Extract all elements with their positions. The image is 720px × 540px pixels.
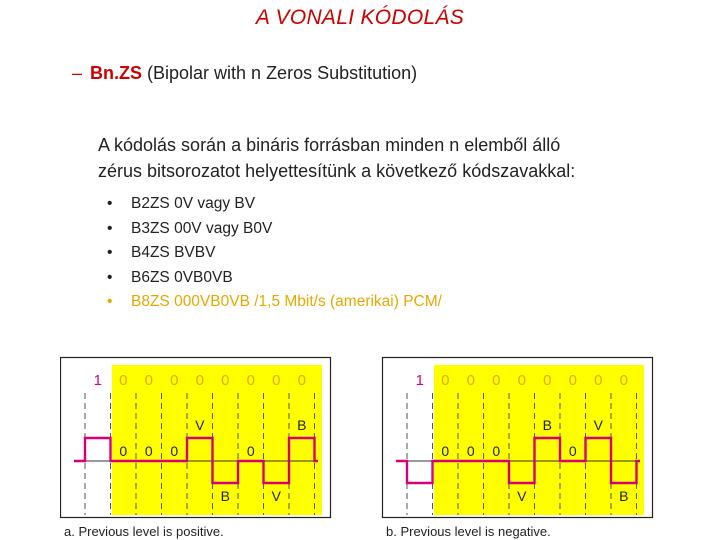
pulse-label-top: V bbox=[195, 417, 205, 433]
bullet-icon: • bbox=[107, 244, 113, 261]
bit-label: 0 bbox=[517, 372, 526, 389]
list-item bbox=[107, 217, 442, 242]
pulse-label-bottom: V bbox=[271, 488, 281, 504]
subtitle-rest: (Bipolar with n Zeros Substitution) bbox=[142, 63, 418, 83]
pulse-label-top: B bbox=[542, 417, 552, 433]
bit-label: 0 bbox=[543, 372, 552, 389]
bit-label: 0 bbox=[441, 372, 450, 389]
zero-level-label: 0 bbox=[466, 443, 475, 459]
b8zs-figure bbox=[60, 355, 660, 540]
list-item-text: B4ZS BVBV bbox=[131, 244, 216, 261]
bullet-icon: • bbox=[107, 219, 113, 237]
description-paragraph bbox=[98, 132, 698, 184]
subtitle-term: Bn.ZS bbox=[90, 63, 143, 83]
diagram-caption: b. Previous level is negative. bbox=[386, 524, 551, 539]
bullet-icon: • bbox=[107, 293, 113, 310]
list-item-text: B6ZS 0VB0VB bbox=[131, 268, 233, 286]
zero-level-label: 0 bbox=[170, 443, 179, 459]
zero-level-label: 0 bbox=[568, 443, 577, 459]
subtitle-dash: – bbox=[72, 63, 83, 83]
pulse-label-bottom: B bbox=[619, 488, 629, 504]
highlight-band bbox=[112, 365, 322, 515]
list-item bbox=[107, 241, 442, 266]
paragraph-line-2: zérus bitsorozatot helyettesítünk a következő kódszavakkal: bbox=[98, 161, 576, 181]
zero-level-label: 0 bbox=[144, 443, 153, 459]
bit-label: 0 bbox=[144, 372, 153, 389]
bullet-icon: • bbox=[107, 268, 113, 286]
diagram-caption: a. Previous level is positive. bbox=[64, 524, 224, 539]
b8zs-waveform-figure bbox=[60, 355, 660, 540]
bit-label: 1 bbox=[415, 372, 424, 389]
list-item bbox=[107, 266, 442, 291]
bit-label: 0 bbox=[594, 372, 603, 389]
subtitle-line bbox=[72, 63, 417, 84]
zero-level-label: 0 bbox=[441, 443, 450, 459]
bit-label: 0 bbox=[492, 372, 501, 389]
bit-label: 1 bbox=[93, 372, 102, 389]
bit-label: 0 bbox=[170, 372, 179, 389]
list-item bbox=[107, 290, 442, 315]
pulse-label-bottom: B bbox=[220, 488, 230, 504]
slide-title: A VONALI KÓDOLÁS bbox=[255, 6, 465, 29]
bit-label: 0 bbox=[466, 372, 475, 389]
pulse-label-top: B bbox=[297, 417, 307, 433]
bit-label: 0 bbox=[297, 372, 306, 389]
zero-level-label: 0 bbox=[246, 443, 255, 459]
highlight-band bbox=[434, 365, 644, 515]
bit-label: 0 bbox=[119, 372, 128, 389]
paragraph-line-1: A kódolás során a bináris forrásban minden n elemből álló bbox=[98, 135, 561, 155]
bit-label: 0 bbox=[195, 372, 204, 389]
pulse-label-bottom: V bbox=[517, 488, 527, 504]
bullet-icon: • bbox=[107, 195, 113, 212]
pulse-label-top: V bbox=[593, 417, 603, 433]
bit-label: 0 bbox=[619, 372, 628, 389]
bit-label: 0 bbox=[246, 372, 255, 389]
list-item bbox=[107, 192, 442, 217]
list-item-text: B3ZS 00V vagy B0V bbox=[131, 219, 273, 237]
bit-label: 0 bbox=[272, 372, 281, 389]
bit-label: 0 bbox=[568, 372, 577, 389]
zero-level-label: 0 bbox=[492, 443, 501, 459]
zero-level-label: 0 bbox=[119, 443, 128, 459]
bit-label: 0 bbox=[221, 372, 230, 389]
code-word-list bbox=[107, 192, 442, 315]
list-item-text: B8ZS 000VB0VB /1,5 Mbit/s (amerikai) PCM/ bbox=[131, 293, 442, 310]
list-item-text: B2ZS 0V vagy BV bbox=[131, 195, 256, 212]
